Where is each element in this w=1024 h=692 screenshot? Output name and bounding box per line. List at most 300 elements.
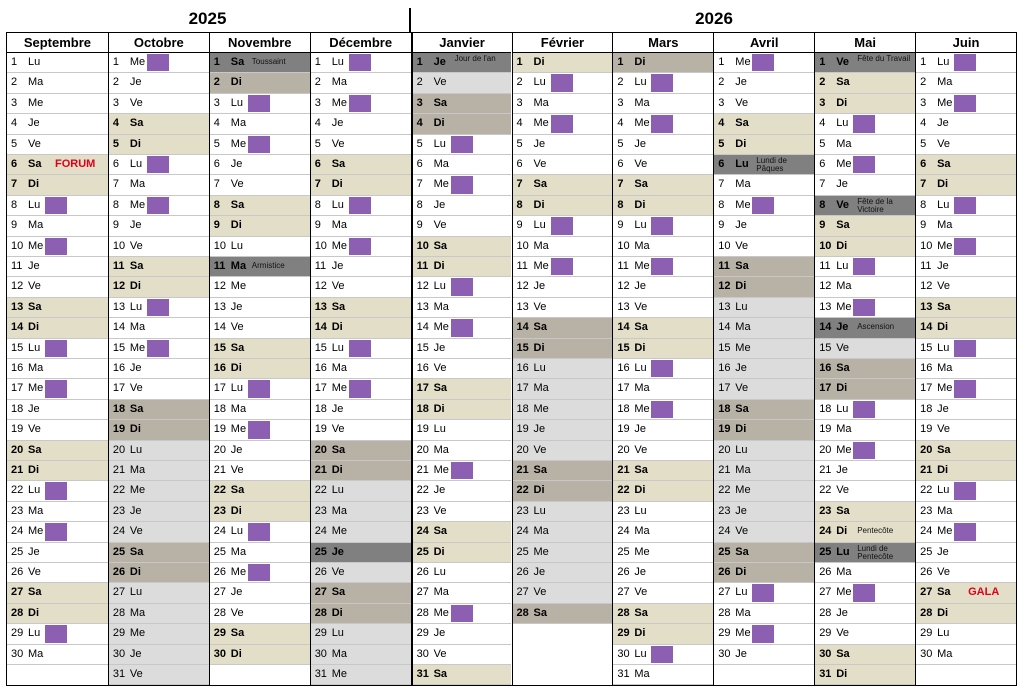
day-cell[interactable] (513, 339, 613, 359)
day-cell[interactable] (210, 481, 310, 501)
day-cell[interactable] (714, 645, 814, 665)
day-cell[interactable] (613, 135, 713, 155)
day-cell[interactable] (815, 53, 915, 73)
day-cell[interactable] (815, 522, 915, 542)
day-cell[interactable] (513, 441, 613, 461)
day-cell[interactable] (513, 237, 613, 257)
day-cell[interactable] (815, 379, 915, 399)
day-cell[interactable] (916, 441, 1016, 461)
day-cell[interactable] (613, 155, 713, 175)
day-cell[interactable] (7, 196, 108, 216)
day-cell[interactable] (916, 461, 1016, 481)
day-cell[interactable] (714, 624, 814, 644)
day-cell[interactable] (613, 400, 713, 420)
day-cell[interactable] (916, 339, 1016, 359)
day-cell[interactable] (714, 318, 814, 338)
day-cell[interactable] (815, 624, 915, 644)
day-cell[interactable] (7, 502, 108, 522)
day-cell[interactable] (513, 379, 613, 399)
day-cell[interactable] (7, 257, 108, 277)
day-cell[interactable] (916, 318, 1016, 338)
day-cell[interactable] (916, 135, 1016, 155)
day-cell[interactable] (413, 461, 512, 481)
day-cell[interactable] (7, 604, 108, 624)
day-cell[interactable] (815, 277, 915, 297)
day-cell[interactable] (109, 114, 209, 134)
day-cell[interactable] (109, 94, 209, 114)
day-cell[interactable] (714, 175, 814, 195)
day-cell[interactable] (7, 441, 108, 461)
day-cell[interactable] (815, 216, 915, 236)
day-cell[interactable] (916, 298, 1016, 318)
day-cell[interactable] (109, 665, 209, 685)
day-cell[interactable] (916, 400, 1016, 420)
day-cell[interactable] (109, 339, 209, 359)
day-cell[interactable] (513, 175, 613, 195)
day-cell[interactable] (714, 359, 814, 379)
day-cell[interactable] (714, 461, 814, 481)
day-cell[interactable] (210, 339, 310, 359)
day-cell[interactable] (916, 359, 1016, 379)
day-cell[interactable] (413, 196, 512, 216)
day-cell[interactable] (210, 155, 310, 175)
day-cell[interactable] (613, 73, 713, 93)
day-cell[interactable] (311, 114, 411, 134)
day-cell[interactable] (109, 543, 209, 563)
day-cell[interactable] (109, 298, 209, 318)
day-cell[interactable] (714, 502, 814, 522)
day-cell[interactable] (413, 645, 512, 665)
day-cell[interactable] (714, 237, 814, 257)
day-cell[interactable] (714, 441, 814, 461)
day-cell[interactable] (815, 73, 915, 93)
day-cell[interactable] (311, 461, 411, 481)
day-cell[interactable] (413, 420, 512, 440)
day-cell[interactable] (311, 237, 411, 257)
day-cell[interactable] (613, 604, 713, 624)
day-cell[interactable] (815, 237, 915, 257)
day-cell[interactable] (109, 461, 209, 481)
day-cell[interactable] (714, 522, 814, 542)
day-cell[interactable] (513, 502, 613, 522)
day-cell[interactable] (916, 604, 1016, 624)
day-cell[interactable] (613, 94, 713, 114)
day-cell[interactable] (513, 53, 613, 73)
day-cell[interactable] (109, 604, 209, 624)
day-cell[interactable] (815, 665, 915, 685)
day-cell[interactable] (210, 604, 310, 624)
day-cell[interactable] (413, 94, 512, 114)
day-cell[interactable] (413, 502, 512, 522)
day-cell[interactable] (109, 441, 209, 461)
day-cell[interactable] (513, 196, 613, 216)
day-cell[interactable] (714, 216, 814, 236)
day-cell[interactable] (613, 257, 713, 277)
day-cell[interactable] (613, 114, 713, 134)
day-cell[interactable] (413, 257, 512, 277)
day-cell[interactable] (916, 522, 1016, 542)
day-cell[interactable] (109, 216, 209, 236)
day-cell[interactable] (7, 237, 108, 257)
day-cell[interactable] (613, 522, 713, 542)
day-cell[interactable] (109, 379, 209, 399)
day-cell[interactable] (714, 73, 814, 93)
day-cell[interactable] (815, 196, 915, 216)
day-cell[interactable] (613, 441, 713, 461)
day-cell[interactable] (7, 543, 108, 563)
day-cell[interactable] (613, 420, 713, 440)
day-cell[interactable] (210, 522, 310, 542)
day-cell[interactable] (714, 196, 814, 216)
day-cell[interactable] (714, 155, 814, 175)
day-cell[interactable] (714, 94, 814, 114)
day-cell[interactable] (311, 665, 411, 685)
day-cell[interactable] (7, 339, 108, 359)
day-cell[interactable] (311, 400, 411, 420)
day-cell[interactable] (613, 175, 713, 195)
day-cell[interactable] (613, 543, 713, 563)
day-cell[interactable] (815, 441, 915, 461)
day-cell[interactable] (210, 543, 310, 563)
day-cell[interactable] (815, 257, 915, 277)
day-cell[interactable] (815, 175, 915, 195)
day-cell[interactable] (109, 624, 209, 644)
day-cell[interactable] (311, 583, 411, 603)
day-cell[interactable] (210, 461, 310, 481)
day-cell[interactable] (413, 481, 512, 501)
day-cell[interactable] (613, 53, 713, 73)
day-cell[interactable] (513, 73, 613, 93)
day-cell[interactable] (916, 543, 1016, 563)
day-cell[interactable] (311, 379, 411, 399)
day-cell[interactable] (210, 379, 310, 399)
day-cell[interactable] (311, 543, 411, 563)
day-cell[interactable] (413, 543, 512, 563)
day-cell[interactable] (714, 400, 814, 420)
day-cell[interactable] (714, 257, 814, 277)
day-cell[interactable] (815, 400, 915, 420)
day-cell[interactable] (311, 216, 411, 236)
day-cell[interactable] (815, 298, 915, 318)
day-cell[interactable] (513, 481, 613, 501)
day-cell[interactable] (109, 53, 209, 73)
day-cell[interactable] (916, 196, 1016, 216)
day-cell[interactable] (916, 645, 1016, 665)
day-cell[interactable] (7, 420, 108, 440)
day-cell[interactable] (714, 604, 814, 624)
day-cell[interactable] (815, 481, 915, 501)
day-cell[interactable] (513, 400, 613, 420)
day-cell[interactable] (311, 481, 411, 501)
day-cell[interactable] (413, 298, 512, 318)
day-cell[interactable] (916, 216, 1016, 236)
day-cell[interactable] (513, 420, 613, 440)
day-cell[interactable] (109, 359, 209, 379)
day-cell[interactable] (815, 583, 915, 603)
day-cell[interactable] (7, 175, 108, 195)
day-cell[interactable] (210, 583, 310, 603)
day-cell[interactable] (210, 502, 310, 522)
day-cell[interactable] (916, 73, 1016, 93)
day-cell[interactable] (613, 583, 713, 603)
day-cell[interactable] (109, 563, 209, 583)
day-cell[interactable] (413, 624, 512, 644)
day-cell[interactable] (311, 563, 411, 583)
day-cell[interactable] (613, 461, 713, 481)
day-cell[interactable] (916, 155, 1016, 175)
day-cell[interactable] (714, 420, 814, 440)
day-cell[interactable] (413, 318, 512, 338)
day-cell[interactable] (109, 583, 209, 603)
day-cell[interactable] (815, 94, 915, 114)
day-cell[interactable] (513, 155, 613, 175)
day-cell[interactable] (513, 318, 613, 338)
day-cell[interactable] (311, 155, 411, 175)
day-cell[interactable] (109, 420, 209, 440)
day-cell[interactable] (311, 196, 411, 216)
day-cell[interactable] (7, 624, 108, 644)
day-cell[interactable] (7, 53, 108, 73)
day-cell[interactable] (413, 237, 512, 257)
day-cell[interactable] (815, 563, 915, 583)
day-cell[interactable] (815, 645, 915, 665)
day-cell[interactable] (311, 604, 411, 624)
day-cell[interactable] (413, 135, 512, 155)
day-cell[interactable] (916, 583, 1016, 603)
day-cell[interactable] (210, 237, 310, 257)
day-cell[interactable] (413, 73, 512, 93)
day-cell[interactable] (815, 502, 915, 522)
day-cell[interactable] (714, 543, 814, 563)
day-cell[interactable] (210, 298, 310, 318)
day-cell[interactable] (109, 481, 209, 501)
day-cell[interactable] (210, 420, 310, 440)
day-cell[interactable] (613, 665, 713, 685)
day-cell[interactable] (613, 277, 713, 297)
day-cell[interactable] (714, 53, 814, 73)
day-cell[interactable] (413, 216, 512, 236)
day-cell[interactable] (413, 114, 512, 134)
day-cell[interactable] (916, 53, 1016, 73)
day-cell[interactable] (613, 502, 713, 522)
day-cell[interactable] (109, 135, 209, 155)
day-cell[interactable] (513, 522, 613, 542)
day-cell[interactable] (210, 624, 310, 644)
day-cell[interactable] (311, 94, 411, 114)
day-cell[interactable] (815, 155, 915, 175)
day-cell[interactable] (413, 563, 512, 583)
day-cell[interactable] (311, 339, 411, 359)
day-cell[interactable] (714, 298, 814, 318)
day-cell[interactable] (7, 298, 108, 318)
day-cell[interactable] (311, 277, 411, 297)
day-cell[interactable] (311, 645, 411, 665)
day-cell[interactable] (109, 175, 209, 195)
day-cell[interactable] (7, 481, 108, 501)
day-cell[interactable] (815, 339, 915, 359)
day-cell[interactable] (311, 624, 411, 644)
day-cell[interactable] (513, 583, 613, 603)
day-cell[interactable] (7, 94, 108, 114)
day-cell[interactable] (513, 216, 613, 236)
day-cell[interactable] (916, 175, 1016, 195)
day-cell[interactable] (7, 73, 108, 93)
day-cell[interactable] (210, 645, 310, 665)
day-cell[interactable] (916, 502, 1016, 522)
day-cell[interactable] (413, 277, 512, 297)
day-cell[interactable] (210, 441, 310, 461)
day-cell[interactable] (311, 135, 411, 155)
day-cell[interactable] (613, 481, 713, 501)
day-cell[interactable] (613, 216, 713, 236)
day-cell[interactable] (413, 604, 512, 624)
day-cell[interactable] (7, 114, 108, 134)
day-cell[interactable] (413, 53, 512, 73)
day-cell[interactable] (413, 155, 512, 175)
day-cell[interactable] (210, 114, 310, 134)
day-cell[interactable] (916, 379, 1016, 399)
day-cell[interactable] (210, 94, 310, 114)
day-cell[interactable] (613, 298, 713, 318)
day-cell[interactable] (714, 563, 814, 583)
day-cell[interactable] (714, 135, 814, 155)
day-cell[interactable] (714, 481, 814, 501)
day-cell[interactable] (613, 359, 713, 379)
day-cell[interactable] (7, 318, 108, 338)
day-cell[interactable] (7, 359, 108, 379)
day-cell[interactable] (7, 155, 108, 175)
day-cell[interactable] (311, 441, 411, 461)
day-cell[interactable] (413, 359, 512, 379)
day-cell[interactable] (413, 175, 512, 195)
day-cell[interactable] (109, 277, 209, 297)
day-cell[interactable] (413, 665, 512, 685)
day-cell[interactable] (109, 73, 209, 93)
day-cell[interactable] (7, 563, 108, 583)
day-cell[interactable] (109, 196, 209, 216)
day-cell[interactable] (916, 277, 1016, 297)
day-cell[interactable] (311, 73, 411, 93)
day-cell[interactable] (815, 114, 915, 134)
day-cell[interactable] (210, 400, 310, 420)
day-cell[interactable] (7, 400, 108, 420)
day-cell[interactable] (513, 359, 613, 379)
day-cell[interactable] (109, 400, 209, 420)
day-cell[interactable] (413, 339, 512, 359)
day-cell[interactable] (613, 237, 713, 257)
day-cell[interactable] (815, 359, 915, 379)
day-cell[interactable] (916, 624, 1016, 644)
day-cell[interactable] (7, 216, 108, 236)
day-cell[interactable] (109, 522, 209, 542)
day-cell[interactable] (7, 379, 108, 399)
day-cell[interactable] (714, 339, 814, 359)
day-cell[interactable] (210, 196, 310, 216)
day-cell[interactable] (311, 175, 411, 195)
day-cell[interactable] (7, 583, 108, 603)
day-cell[interactable] (613, 379, 713, 399)
day-cell[interactable] (413, 522, 512, 542)
day-cell[interactable] (311, 298, 411, 318)
day-cell[interactable] (210, 257, 310, 277)
day-cell[interactable] (916, 257, 1016, 277)
day-cell[interactable] (513, 277, 613, 297)
day-cell[interactable] (513, 543, 613, 563)
day-cell[interactable] (613, 624, 713, 644)
day-cell[interactable] (413, 583, 512, 603)
day-cell[interactable] (815, 461, 915, 481)
day-cell[interactable] (109, 257, 209, 277)
day-cell[interactable] (210, 359, 310, 379)
day-cell[interactable] (109, 237, 209, 257)
day-cell[interactable] (311, 522, 411, 542)
day-cell[interactable] (714, 583, 814, 603)
day-cell[interactable] (513, 604, 613, 624)
day-cell[interactable] (109, 502, 209, 522)
day-cell[interactable] (210, 563, 310, 583)
day-cell[interactable] (109, 155, 209, 175)
day-cell[interactable] (714, 277, 814, 297)
day-cell[interactable] (613, 563, 713, 583)
day-cell[interactable] (210, 53, 310, 73)
day-cell[interactable] (7, 645, 108, 665)
day-cell[interactable] (311, 420, 411, 440)
day-cell[interactable] (916, 420, 1016, 440)
day-cell[interactable] (513, 461, 613, 481)
day-cell[interactable] (413, 400, 512, 420)
day-cell[interactable] (311, 502, 411, 522)
day-cell[interactable] (513, 94, 613, 114)
day-cell[interactable] (513, 563, 613, 583)
day-cell[interactable] (109, 318, 209, 338)
day-cell[interactable] (916, 114, 1016, 134)
day-cell[interactable] (714, 114, 814, 134)
day-cell[interactable] (513, 114, 613, 134)
day-cell[interactable] (311, 257, 411, 277)
day-cell[interactable] (311, 53, 411, 73)
day-cell[interactable] (210, 135, 310, 155)
day-cell[interactable] (815, 604, 915, 624)
day-cell[interactable] (210, 318, 310, 338)
day-cell[interactable] (109, 645, 209, 665)
day-cell[interactable] (815, 135, 915, 155)
day-cell[interactable] (916, 94, 1016, 114)
day-cell[interactable] (210, 216, 310, 236)
day-cell[interactable] (513, 257, 613, 277)
day-cell[interactable] (613, 339, 713, 359)
day-cell[interactable] (7, 135, 108, 155)
day-cell[interactable] (916, 481, 1016, 501)
day-cell[interactable] (7, 461, 108, 481)
day-cell[interactable] (413, 441, 512, 461)
day-cell[interactable] (7, 277, 108, 297)
day-cell[interactable] (7, 522, 108, 542)
day-cell[interactable] (413, 379, 512, 399)
day-cell[interactable] (815, 420, 915, 440)
day-cell[interactable] (916, 237, 1016, 257)
day-cell[interactable] (815, 543, 915, 563)
day-cell[interactable] (513, 135, 613, 155)
day-cell[interactable] (210, 73, 310, 93)
day-cell[interactable] (613, 196, 713, 216)
day-cell[interactable] (714, 379, 814, 399)
day-cell[interactable] (311, 318, 411, 338)
day-cell[interactable] (311, 359, 411, 379)
day-cell[interactable] (513, 298, 613, 318)
day-cell[interactable] (210, 175, 310, 195)
day-cell[interactable] (613, 318, 713, 338)
day-cell[interactable] (613, 645, 713, 665)
